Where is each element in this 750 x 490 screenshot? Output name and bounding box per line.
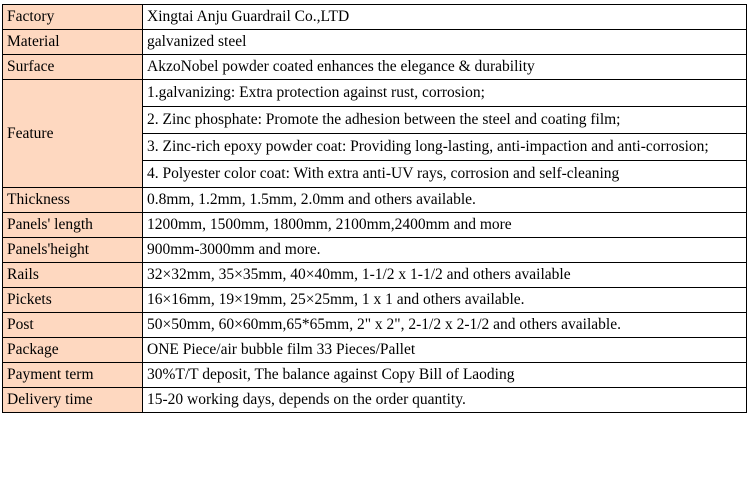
feature-item: 1.galvanizing: Extra protection against rust, corrosion; — [143, 80, 747, 107]
row-label: Panels'height — [3, 238, 143, 263]
row-value: 32×32mm, 35×35mm, 40×40mm, 1-1/2 x 1-1/2 and others available — [143, 263, 747, 288]
row-label: Package — [3, 338, 143, 363]
specification-table — [2, 4, 747, 413]
row-label: Pickets — [3, 288, 143, 313]
table-row-pickets — [3, 288, 747, 313]
row-value: AkzoNobel powder coated enhances the elegance & durability — [143, 55, 747, 80]
row-label: Payment term — [3, 363, 143, 388]
row-label: Panels' length — [3, 213, 143, 238]
row-label: Factory — [3, 5, 143, 30]
row-value: 30%T/T deposit, The balance against Copy Bill of Laoding — [143, 363, 747, 388]
table-row-delivery-time — [3, 388, 747, 413]
table-row-feature — [3, 80, 747, 107]
row-value: Xingtai Anju Guardrail Co.,LTD — [143, 5, 747, 30]
table-row-package — [3, 338, 747, 363]
feature-item: 2. Zinc phosphate: Promote the adhesion between the steel and coating film; — [143, 107, 747, 134]
row-label: Feature — [3, 80, 143, 188]
row-label: Thickness — [3, 188, 143, 213]
row-value: 15-20 working days, depends on the order quantity. — [143, 388, 747, 413]
table-row-surface — [3, 55, 747, 80]
row-label: Surface — [3, 55, 143, 80]
row-value: 50×50mm, 60×60mm,65*65mm, 2" x 2", 2-1/2 x 2-1/2 and others available. — [143, 313, 747, 338]
table-row-payment-term — [3, 363, 747, 388]
feature-item: 4. Polyester color coat: With extra anti-UV rays, corrosion and self-cleaning — [143, 161, 747, 188]
row-label: Material — [3, 30, 143, 55]
row-value: galvanized steel — [143, 30, 747, 55]
row-value: 0.8mm, 1.2mm, 1.5mm, 2.0mm and others available. — [143, 188, 747, 213]
row-label: Rails — [3, 263, 143, 288]
row-value: ONE Piece/air bubble film 33 Pieces/Pallet — [143, 338, 747, 363]
row-value: 16×16mm, 19×19mm, 25×25mm, 1 x 1 and others available. — [143, 288, 747, 313]
table-row-factory — [3, 5, 747, 30]
table-row-post — [3, 313, 747, 338]
table-row-panels-height — [3, 238, 747, 263]
row-value: 1200mm, 1500mm, 1800mm, 2100mm,2400mm and more — [143, 213, 747, 238]
table-row-thickness — [3, 188, 747, 213]
row-label: Post — [3, 313, 143, 338]
row-value: 900mm-3000mm and more. — [143, 238, 747, 263]
table-row-material — [3, 30, 747, 55]
table-row-panels-length — [3, 213, 747, 238]
row-label: Delivery time — [3, 388, 143, 413]
feature-item: 3. Zinc-rich epoxy powder coat: Providing long-lasting, anti-impaction and anti-corrosion; — [143, 134, 747, 161]
table-row-rails — [3, 263, 747, 288]
